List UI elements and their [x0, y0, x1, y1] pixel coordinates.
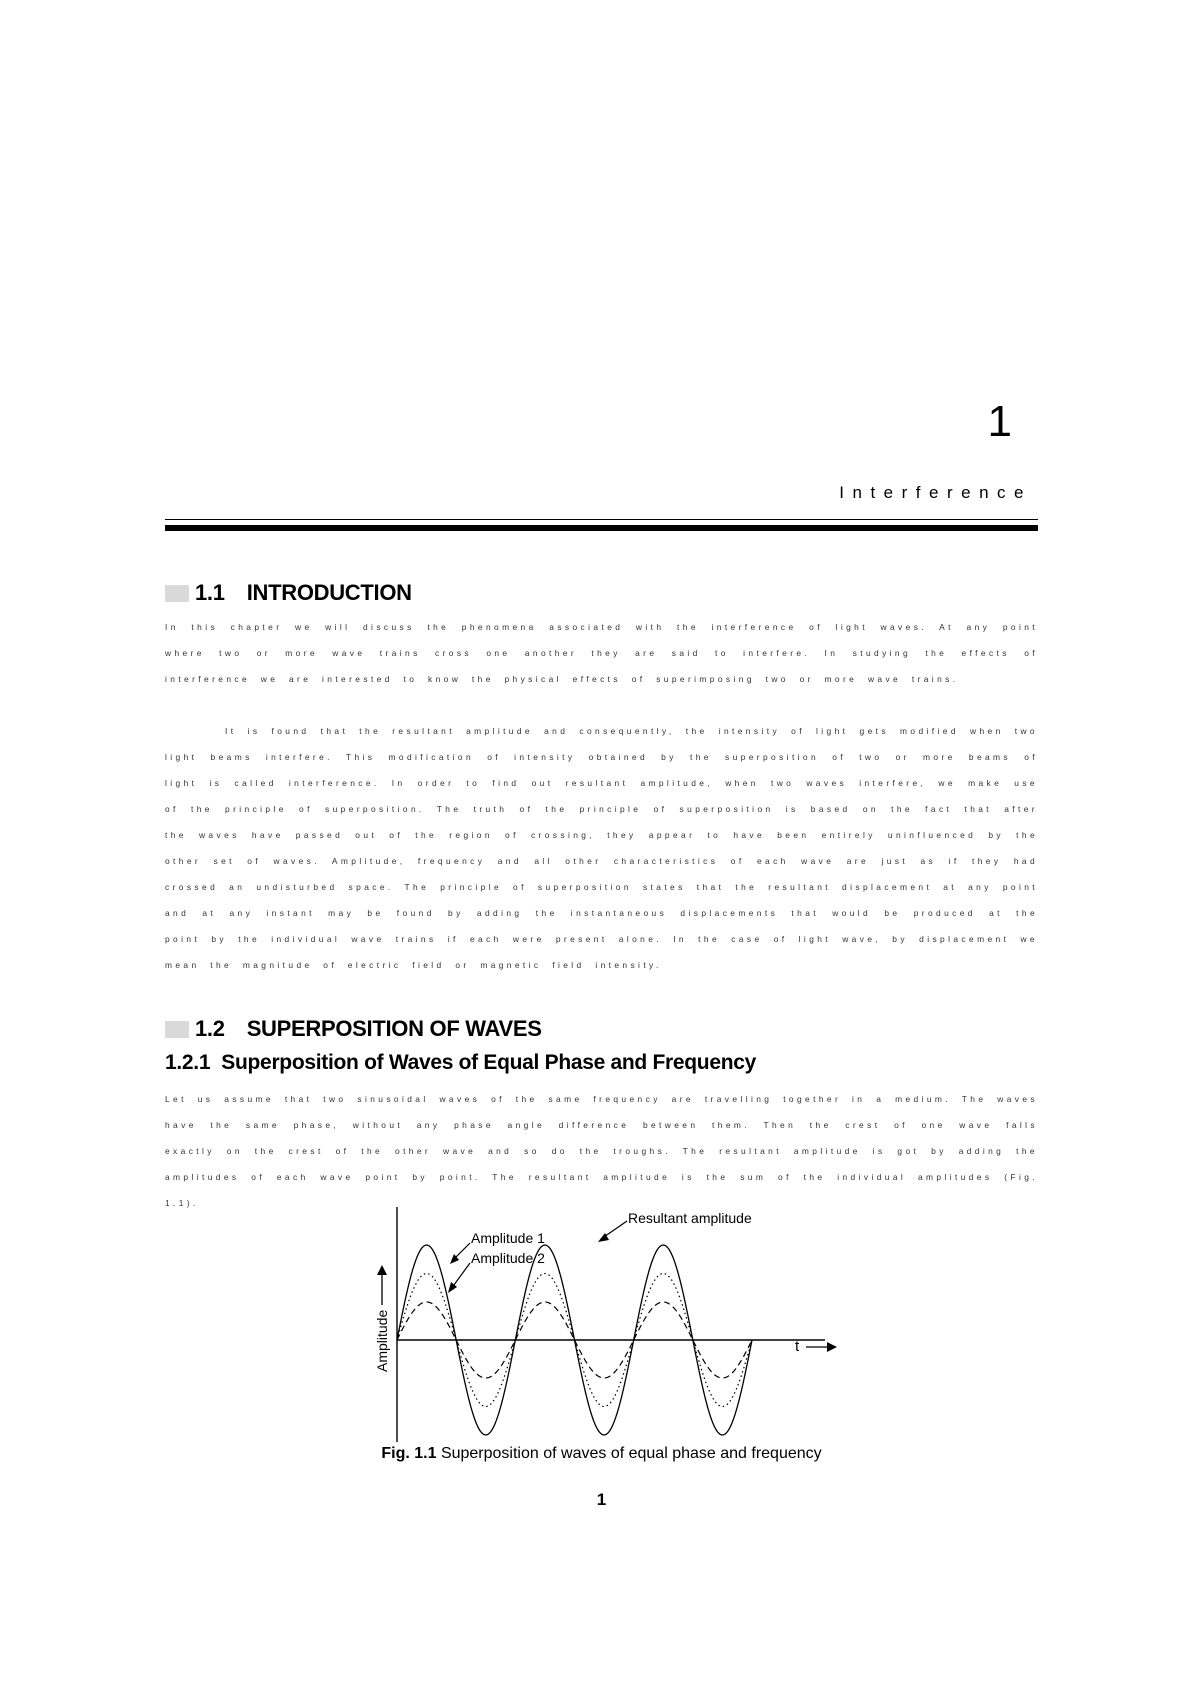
- intro-paragraph-2-text: It is found that the resultant amplitude and consequently, the intensity of light gets modified when two light beams interfere. This modification of intensity obtained by the superposition of two or more beams of light is called interference. In order to find out resultant amplitude, when two waves interfere, we make use of the principle of superposition. The truth of the principle of superposition is based on the fact that after the waves have passed out of the region of crossing, they appear to have been entirely uninfluenced by the other set of waves. Amplitude, frequency and all other characteristics of each wave are just as if they had crossed an undisturbed space. The principle of superposition states that the resultant displacement at any point and at any instant may be found by adding the instantaneous displacements that would be produced at the point by the individual wave trains if each were present alone. In the case of light wave, by displacement we mean the magnitude of electric field or magnetic field intensity.: [165, 726, 1038, 970]
- section-marker: [165, 585, 189, 602]
- figure-caption-label: Fig. 1.1: [381, 1445, 437, 1462]
- section-number: 1.1: [195, 580, 225, 605]
- subsection-number: 1.2.1: [165, 1051, 211, 1074]
- page-number: 1: [596, 1490, 607, 1509]
- chapter-rule-thick: [165, 525, 1038, 531]
- y-axis-label: Amplitude: [374, 1309, 390, 1372]
- section-marker: [165, 1021, 189, 1038]
- subsection-heading: [165, 1051, 756, 1075]
- section-title: SUPERPOSITION OF WAVES: [246, 1016, 542, 1041]
- chapter-rule-thin: [165, 519, 1038, 520]
- x-axis-label: t: [795, 1338, 800, 1355]
- section-number: 1.2: [195, 1016, 225, 1041]
- figure-caption: [165, 1445, 1038, 1463]
- superposition-paragraph: Let us assume that two sinusoidal waves of the same frequency are travelling together in a medium. The waves have the same phase, without any phase angle difference between them. Then the crest of one wave falls exactly on the crest of the other wave and so do the troughs. The resultant amplitude is got by adding the amplitudes of each wave point by point. The resultant amplitude is the sum of the individual amplitudes (Fig. 1.1).: [165, 1094, 1038, 1208]
- section-title: INTRODUCTION: [246, 580, 412, 605]
- wave-superposition-figure: [365, 1207, 845, 1452]
- subsection-title: Superposition of Waves of Equal Phase and Frequency: [221, 1051, 756, 1074]
- x-axis-arrow-head: [827, 1342, 837, 1352]
- intro-paragraph-2: [165, 718, 1038, 978]
- chapter-title: Interference: [839, 483, 1032, 502]
- intro-paragraph-1: In this chapter we will discuss the phenomena associated with the interference of light waves. At any point where two or more wave trains cross one another they are said to interfere. In studying the effects of interference we are interested to know the physical effects of superimposing two or more wave trains.: [165, 622, 1038, 684]
- section-heading-introduction: [165, 580, 412, 606]
- chapter-number: 1: [987, 397, 1012, 446]
- amplitude-2-label: Amplitude 2: [471, 1250, 545, 1266]
- section-heading-superposition: [165, 1016, 542, 1042]
- figure-caption-text: Superposition of waves of equal phase and frequency: [440, 1445, 822, 1462]
- resultant-amplitude-label: Resultant amplitude: [628, 1210, 752, 1226]
- y-axis-arrow-head: [377, 1265, 387, 1275]
- amplitude-1-label: Amplitude 1: [471, 1230, 545, 1246]
